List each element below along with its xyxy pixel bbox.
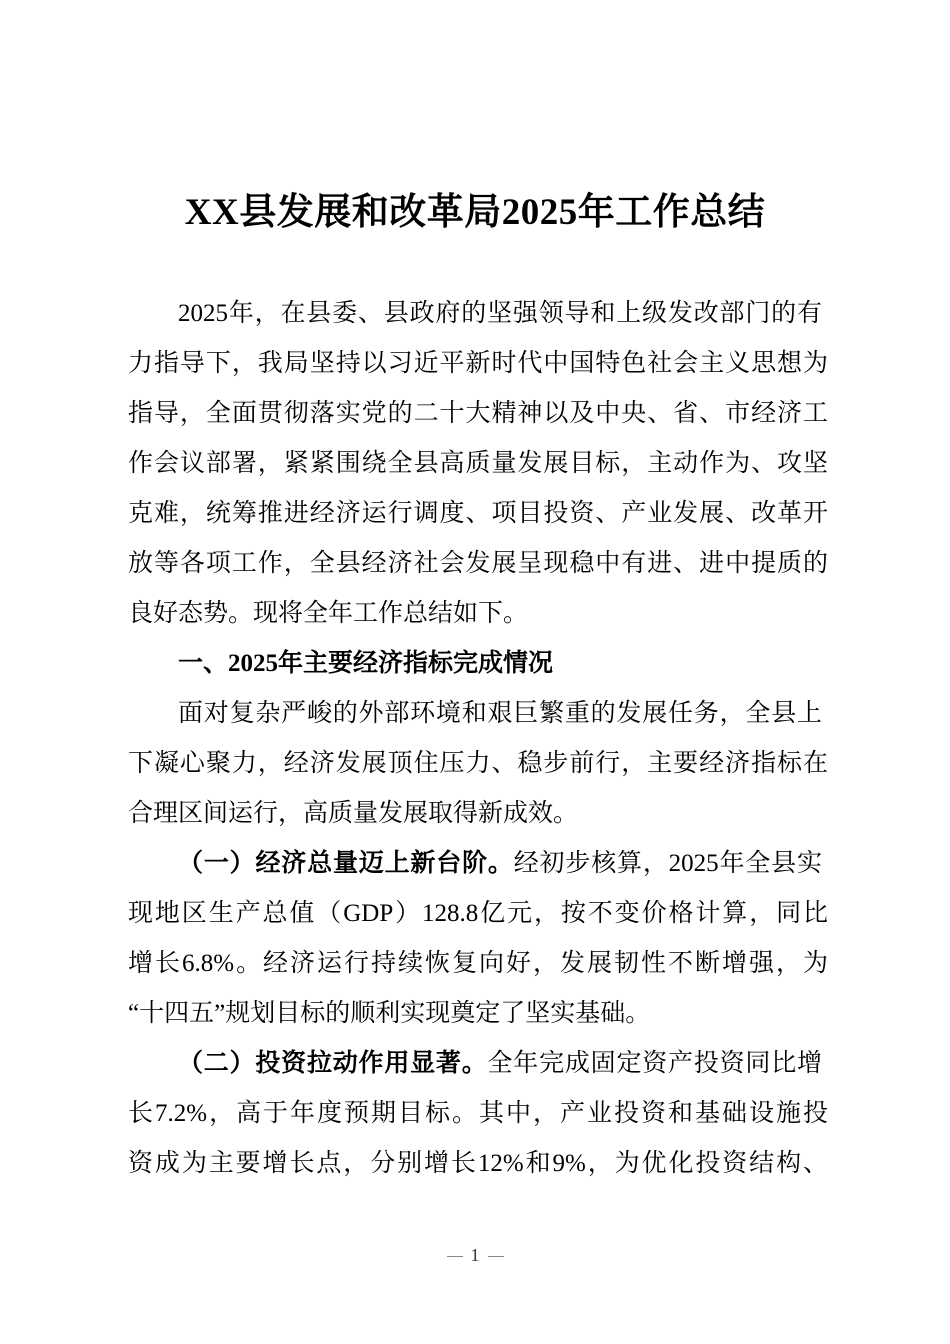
item-line: “十四五”规划目标的顺利实现奠定了坚实基础。: [128, 1000, 651, 1027]
intro-line: 克难，统筹推进经济运行调度、项目投资、产业发展、改革开: [128, 500, 828, 527]
section-heading: 一、2025年主要经济指标完成情况: [178, 650, 554, 677]
section-line: 下凝心聚力，经济发展顶住压力、稳步前行，主要经济指标在: [128, 750, 828, 777]
item-line: 现地区生产总值（GDP）128.8亿元，按不变价格计算，同比: [128, 900, 828, 927]
page-footer: [0, 1240, 950, 1270]
item-lead: （二）投资拉动作用显著。: [178, 1050, 488, 1077]
item-lead: （一）经济总量迈上新台阶。: [178, 850, 514, 877]
section-line: 面对复杂严峻的外部环境和艰巨繁重的发展任务，全县上: [178, 700, 822, 727]
footer-dash: [488, 1256, 504, 1257]
item-text: 经初步核算，2025年全县实: [513, 850, 822, 877]
intro-line: 放等各项工作，全县经济社会发展呈现稳中有进、进中提质的: [128, 550, 828, 577]
page-number: 1: [470, 1245, 480, 1265]
intro-line: 2025年，在县委、县政府的坚强领导和上级发改部门的有: [178, 300, 822, 327]
document-title: XX县发展和改革局2025年工作总结: [184, 192, 766, 233]
intro-line: 良好态势。现将全年工作总结如下。: [128, 600, 529, 627]
item-line: 资成为主要增长点，分别增长12%和9%，为优化投资结构、: [128, 1150, 828, 1177]
item-first-line: [178, 839, 822, 889]
intro-line: 指导，全面贯彻落实党的二十大精神以及中央、省、市经济工: [128, 400, 828, 427]
item-text: 全年完成固定资产投资同比增: [487, 1050, 822, 1077]
item-line: 长7.2%，高于年度预期目标。其中，产业投资和基础设施投: [128, 1100, 828, 1127]
footer-dash: [447, 1256, 463, 1257]
section-line: 合理区间运行，高质量发展取得新成效。: [128, 800, 579, 827]
item-line: 增长6.8%。经济运行持续恢复向好，发展韧性不断增强，为: [128, 950, 828, 977]
item-first-line: [178, 1039, 822, 1089]
intro-line: 力指导下，我局坚持以习近平新时代中国特色社会主义思想为: [128, 350, 828, 377]
intro-line: 作会议部署，紧紧围绕全县高质量发展目标，主动作为、攻坚: [128, 450, 828, 477]
